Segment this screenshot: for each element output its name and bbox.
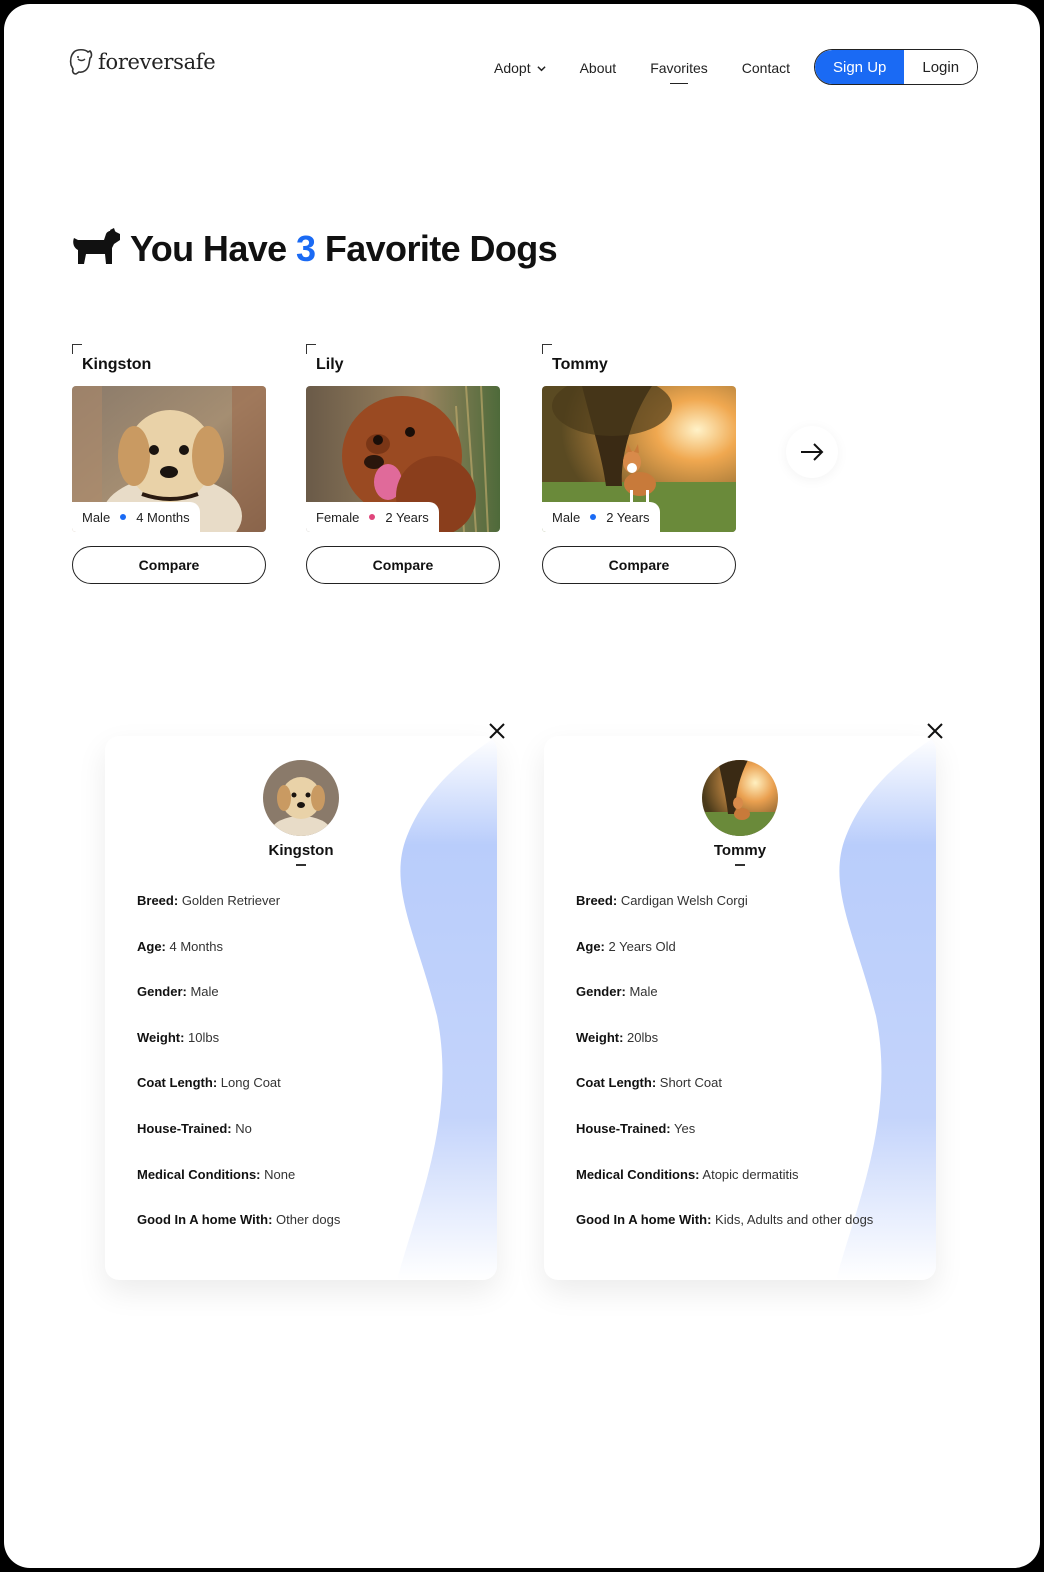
attr-value: 20lbs bbox=[627, 1029, 659, 1045]
attr-gender bbox=[576, 984, 916, 1030]
attr-medical bbox=[576, 1167, 916, 1213]
panel-dog-name: Tommy bbox=[544, 842, 936, 866]
sign-up-button[interactable]: Sign Up bbox=[815, 50, 904, 84]
nav-contact-label: Contact bbox=[741, 60, 791, 76]
attr-medical bbox=[137, 1167, 477, 1213]
attr-value: No bbox=[235, 1120, 252, 1136]
attr-label: Coat Length: bbox=[137, 1075, 218, 1091]
heading-prefix: You Have bbox=[130, 228, 287, 269]
attr-age bbox=[576, 939, 916, 985]
attr-gender bbox=[137, 984, 477, 1030]
attr-value: Short Coat bbox=[659, 1075, 722, 1091]
attr-value: Yes bbox=[674, 1120, 696, 1136]
attr-label: House-Trained: bbox=[137, 1120, 232, 1136]
attr-breed bbox=[137, 893, 477, 939]
attr-weight bbox=[576, 1030, 916, 1076]
male-dot bbox=[120, 514, 126, 520]
female-dot bbox=[369, 514, 375, 520]
attr-good-with bbox=[576, 1212, 916, 1258]
arrow-right-icon bbox=[799, 442, 825, 462]
dog-tag bbox=[72, 502, 200, 532]
attr-label: Age: bbox=[576, 938, 605, 954]
attribute-list bbox=[137, 893, 477, 1258]
next-button[interactable] bbox=[786, 426, 838, 478]
dog-photo[interactable] bbox=[72, 386, 266, 532]
attr-label: Weight: bbox=[137, 1029, 185, 1045]
attr-value: Long Coat bbox=[220, 1075, 281, 1091]
attr-label: Coat Length: bbox=[576, 1075, 657, 1091]
attr-label: Medical Conditions: bbox=[576, 1166, 700, 1182]
favorites-heading bbox=[130, 228, 557, 270]
card-corner-mark bbox=[542, 344, 552, 354]
page-title bbox=[70, 228, 557, 270]
main-nav bbox=[494, 60, 790, 76]
dog-tag bbox=[306, 502, 439, 532]
attr-house-trained bbox=[137, 1121, 477, 1167]
nav-favorites-label: Favorites bbox=[650, 60, 708, 76]
attr-value: Kids, Adults and other dogs bbox=[715, 1212, 874, 1228]
nav-adopt[interactable] bbox=[494, 60, 546, 76]
attr-label: Breed: bbox=[576, 893, 618, 908]
attr-value: 2 Years Old bbox=[608, 938, 676, 954]
nav-about-label: About bbox=[579, 60, 617, 76]
attr-value: 10lbs bbox=[188, 1029, 220, 1045]
chevron-down-icon bbox=[537, 64, 546, 73]
dog-photo[interactable] bbox=[542, 386, 736, 532]
attr-label: Age: bbox=[137, 938, 166, 954]
dog-age: 4 Months bbox=[136, 509, 190, 525]
card-corner-mark bbox=[72, 344, 82, 354]
avatar bbox=[263, 760, 339, 836]
attr-value: None bbox=[264, 1166, 296, 1182]
dog-gender: Male bbox=[552, 509, 581, 525]
corgi-avatar bbox=[702, 760, 778, 836]
attr-label: Breed: bbox=[137, 893, 179, 908]
attr-label: Gender: bbox=[137, 984, 187, 1000]
attr-value: Male bbox=[629, 984, 658, 1000]
attr-value: Atopic dermatitis bbox=[702, 1166, 799, 1182]
attr-label: Good In A home With: bbox=[576, 1212, 712, 1228]
nav-favorites[interactable] bbox=[650, 60, 708, 76]
attr-coat-length bbox=[576, 1075, 916, 1121]
dog-age: 2 Years bbox=[385, 509, 429, 525]
attr-house-trained bbox=[576, 1121, 916, 1167]
dog-tag bbox=[542, 502, 660, 532]
attr-value: Golden Retriever bbox=[181, 893, 281, 908]
dog-gender: Female bbox=[316, 509, 360, 525]
page bbox=[4, 4, 1040, 1568]
heading-suffix: Favorite Dogs bbox=[324, 228, 558, 269]
compare-button[interactable]: Compare bbox=[542, 546, 736, 584]
puppy-avatar bbox=[263, 760, 339, 836]
compare-button[interactable]: Compare bbox=[306, 546, 500, 584]
dog-name: Tommy bbox=[552, 356, 608, 373]
attr-value: Other dogs bbox=[276, 1212, 341, 1228]
attr-label: Gender: bbox=[576, 984, 626, 1000]
attr-good-with bbox=[137, 1212, 477, 1258]
favorites-count: 3 bbox=[296, 228, 316, 269]
attribute-list bbox=[576, 893, 916, 1258]
dog-head-outline-icon bbox=[68, 48, 94, 76]
auth-buttons bbox=[814, 49, 978, 85]
nav-contact[interactable] bbox=[742, 60, 790, 76]
attr-value: Male bbox=[190, 984, 219, 1000]
compare-button[interactable]: Compare bbox=[72, 546, 266, 584]
nav-adopt-label: Adopt bbox=[494, 60, 531, 76]
avatar bbox=[702, 760, 778, 836]
nav-about[interactable] bbox=[580, 60, 617, 76]
attr-age bbox=[137, 939, 477, 985]
attr-label: House-Trained: bbox=[576, 1120, 671, 1136]
male-dot bbox=[590, 514, 596, 520]
attr-value: Cardigan Welsh Corgi bbox=[620, 893, 748, 908]
attr-label: Medical Conditions: bbox=[137, 1166, 261, 1182]
dog-name: Kingston bbox=[82, 356, 152, 373]
dog-icon bbox=[70, 228, 122, 270]
login-button[interactable]: Login bbox=[904, 50, 977, 84]
attr-label: Weight: bbox=[576, 1029, 624, 1045]
attr-coat-length bbox=[137, 1075, 477, 1121]
card-corner-mark bbox=[306, 344, 316, 354]
dog-name: Lily bbox=[316, 356, 344, 373]
comparison-panel bbox=[105, 736, 497, 1280]
attr-label: Good In A home With: bbox=[137, 1212, 273, 1228]
attr-value: 4 Months bbox=[169, 938, 223, 954]
brand-name: foreversafe bbox=[98, 50, 216, 74]
dog-age: 2 Years bbox=[606, 509, 650, 525]
dog-photo[interactable] bbox=[306, 386, 500, 532]
comparison-panel bbox=[544, 736, 936, 1280]
dog-gender: Male bbox=[82, 509, 111, 525]
panel-dog-name: Kingston bbox=[105, 842, 497, 866]
attr-weight bbox=[137, 1030, 477, 1076]
attr-breed bbox=[576, 893, 916, 939]
brand-logo[interactable] bbox=[68, 48, 215, 76]
